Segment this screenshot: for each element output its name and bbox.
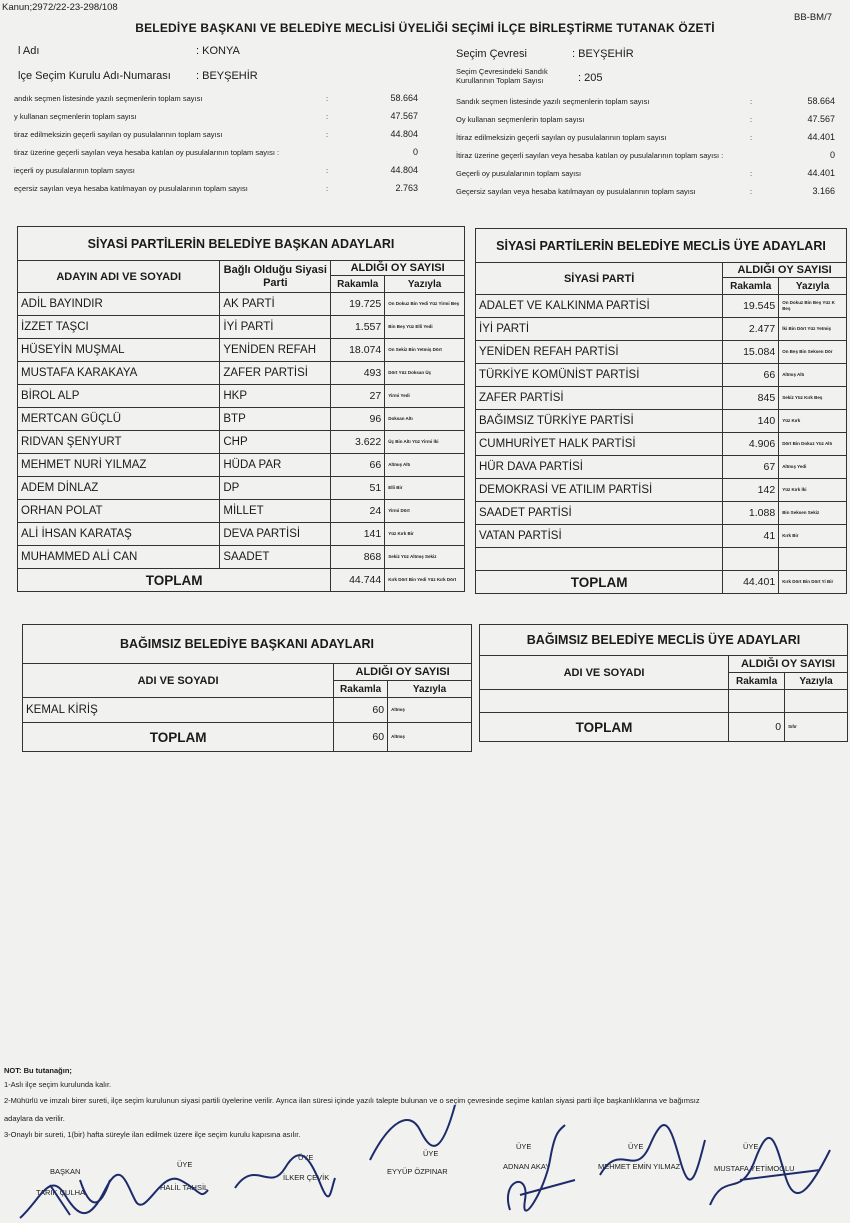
col-candidate-name: ADAYIN ADI VE SOYADI (18, 261, 220, 293)
table-row (476, 318, 847, 341)
stat-row (456, 147, 835, 165)
stat-row: y kullanan seçmenlerin toplam sayısı : 47.567 (14, 111, 418, 121)
footer-note-title: NOT: Bu tutanağın; (4, 1066, 72, 1075)
signature-uye-3 (360, 1100, 460, 1170)
table-row (476, 433, 847, 456)
total-words: Altmış (388, 723, 472, 752)
independent-mayor-title: BAĞIMSIZ BELEDİYE BAŞKANI ADAYLARI (23, 625, 472, 664)
independent-council-title: BAĞIMSIZ BELEDİYE MECLİS ÜYE ADAYLARI (480, 625, 848, 656)
candidate-name: ORHAN POLAT (18, 500, 220, 523)
total-row (23, 723, 472, 752)
vote-number: 67 (723, 456, 779, 479)
vote-words: Sekiz Yüz Altmış Sekiz (385, 546, 465, 569)
candidate-name: BİROL ALP (18, 385, 220, 408)
col-votes-words: Yazıyla (779, 278, 847, 295)
table-row (18, 385, 465, 408)
vote-words: Yirmi Yedi (385, 385, 465, 408)
vote-number: 66 (723, 364, 779, 387)
vote-words: Dört Bin Dokuz Yüz Altı (779, 433, 847, 456)
candidate-party: DP (220, 477, 331, 500)
stat-row: eçersiz sayılan veya hesaba katılmayan oy pusulalarının toplam sayısı : 2.763 (14, 183, 418, 193)
stat-value: 44.804 (390, 165, 418, 175)
table-row (476, 341, 847, 364)
uye-label: ÜYE (516, 1142, 532, 1151)
signature-uye-2 (230, 1148, 340, 1198)
candidate-party: HÜDA PAR (220, 454, 331, 477)
stat-value: 44.401 (807, 132, 835, 142)
vote-words: Yüz Kırk İki (779, 479, 847, 502)
vote-words: On Beş Bin Seksen Dör (779, 341, 847, 364)
col-votes-words: Yazıyla (388, 681, 472, 698)
table-row (476, 502, 847, 525)
stat-row: tiraz edilmeksizin geçerli sayılan oy pusulalarının toplam sayısı : 44.804 (14, 129, 418, 139)
footer-note-4: 3-Onaylı bir sureti, 1(bir) hafta süreyle ilan edilmek üzere ilçe seçim kurulu kapısına asılır. (4, 1130, 301, 1139)
vote-number: 18.074 (331, 339, 385, 362)
signature-uye-5 (590, 1120, 710, 1190)
stat-label: tiraz üzerine geçerli sayılan veya hesaba katılan oy pusulalarının toplam sayısı : (14, 148, 280, 157)
stat-label: eçersiz sayılan veya hesaba katılmayan oy pusulalarının toplam sayısı (14, 184, 248, 193)
vote-number: 2.477 (723, 318, 779, 341)
table-row (476, 364, 847, 387)
vote-number: 1.557 (331, 316, 385, 339)
signature-uye-6 (700, 1130, 840, 1210)
stat-row (14, 144, 418, 162)
table-row (23, 698, 472, 723)
candidate-party: İYİ PARTİ (220, 316, 331, 339)
total-words: Kırk Dört Bin Dört Yi Bir (779, 571, 847, 594)
table-row (476, 525, 847, 548)
col-votes: ALDIĞI OY SAYISI (729, 656, 848, 673)
vote-words: Yirmi Dört (385, 500, 465, 523)
candidate-name: MUSTAFA KARAKAYA (18, 362, 220, 385)
party-name: ZAFER PARTİSİ (476, 387, 723, 410)
party-name: TÜRKİYE KOMÜNİST PARTİSİ (476, 364, 723, 387)
table-row (476, 456, 847, 479)
cevre-value: : BEYŞEHİR (572, 48, 634, 60)
stat-row: ieçerli oy pusulalarının toplam sayısı : 44.804 (14, 165, 418, 175)
law-reference: Kanun;2972/22-23-298/108 (2, 2, 118, 13)
table-row (18, 339, 465, 362)
stat-value: 3.166 (812, 186, 835, 196)
stat-row: Geçersiz sayılan veya hesaba katılmayan oy pusulalarının toplam sayısı : 3.166 (456, 186, 835, 196)
stat-row: andık seçmen listesinde yazılı seçmenlerin toplam sayısı : 58.664 (14, 93, 418, 103)
vote-words: Dört Yüz Doksan Üç (385, 362, 465, 385)
total-label: TOPLAM (18, 569, 331, 592)
stat-label: y kullanan seçmenlerin toplam sayısı (14, 112, 137, 121)
candidate-party: BTP (220, 408, 331, 431)
col-candidate-name: ADI VE SOYADI (23, 664, 334, 698)
uye-name-5: MEHMET EMİN YILMAZ (598, 1162, 681, 1171)
total-number: 60 (334, 723, 388, 752)
sandik-value: : 205 (578, 72, 603, 84)
ilce-label: lçe Seçim Kurulu Adı-Numarası (18, 70, 171, 82)
vote-number: 845 (723, 387, 779, 410)
candidate-name: MUHAMMED ALİ CAN (18, 546, 220, 569)
stat-row: Oy kullanan seçmenlerin toplam sayısı : 47.567 (456, 114, 835, 124)
vote-words: On Dokuz Bin Yedi Yüz Yirmi Beş (385, 293, 465, 316)
mayor-table-title: SİYASİ PARTİLERİN BELEDİYE BAŞKAN ADAYLARI (18, 227, 465, 261)
vote-number: 3.622 (331, 431, 385, 454)
vote-number: 60 (334, 698, 388, 723)
table-row (18, 316, 465, 339)
total-label: TOPLAM (476, 571, 723, 594)
stat-value: 2.763 (395, 183, 418, 193)
vote-number: 19.725 (331, 293, 385, 316)
vote-number: 4.906 (723, 433, 779, 456)
vote-number: 19.545 (723, 295, 779, 318)
vote-number: 142 (723, 479, 779, 502)
table-row (18, 362, 465, 385)
council-table-title: SİYASİ PARTİLERİN BELEDİYE MECLİS ÜYE ADAYLARI (476, 229, 847, 263)
sandik-label: Seçim Çevresindeki Sandık Kurullarının Toplam Sayısı (456, 67, 548, 85)
party-name: ADALET VE KALKINMA PARTİSİ (476, 295, 723, 318)
col-votes-words: Yazıyla (385, 276, 465, 293)
vote-number: 41 (723, 525, 779, 548)
vote-number: 141 (331, 523, 385, 546)
stat-label: tiraz edilmeksizin geçerli sayılan oy pusulalarının toplam sayısı (14, 130, 223, 139)
total-words: Sıfır (785, 713, 848, 742)
footer-note-3: adaylara da verilir. (4, 1114, 65, 1123)
candidate-party: YENİDEN REFAH (220, 339, 331, 362)
party-name: SAADET PARTİSİ (476, 502, 723, 525)
uye-label: ÜYE (423, 1149, 439, 1158)
vote-number: 493 (331, 362, 385, 385)
vote-words: Üç Bin Altı Yüz Yirmi İki (385, 431, 465, 454)
footer-note-1: 1-Aslı ilçe seçim kurulunda kalır. (4, 1080, 112, 1089)
candidate-name: MEHMET NURİ YILMAZ (18, 454, 220, 477)
col-votes-num: Rakamla (334, 681, 388, 698)
stat-row: İtiraz edilmeksizin geçerli sayılan oy pusulalarının toplam sayısı : 44.401 (456, 132, 835, 142)
uye-label: ÜYE (298, 1153, 314, 1162)
stats-left (14, 90, 418, 198)
vote-number: 96 (331, 408, 385, 431)
uye-name-2: İLKER ÇEVİK (283, 1173, 330, 1182)
party-name: BAĞIMSIZ TÜRKİYE PARTİSİ (476, 410, 723, 433)
vote-number: 51 (331, 477, 385, 500)
vote-words: Yüz Kırk Bir (385, 523, 465, 546)
uye-name-1: HALİL TAHSİL (160, 1183, 209, 1192)
stat-label: İtiraz edilmeksizin geçerli sayılan oy pusulalarının toplam sayısı (456, 133, 667, 142)
party-name: YENİDEN REFAH PARTİSİ (476, 341, 723, 364)
vote-words: Bin Beş Yüz Elli Yedi (385, 316, 465, 339)
vote-number: 15.084 (723, 341, 779, 364)
total-number: 0 (729, 713, 785, 742)
candidate-name: MERTCAN GÜÇLÜ (18, 408, 220, 431)
vote-number: 66 (331, 454, 385, 477)
uye-name-4: ADNAN AKAY (503, 1162, 551, 1171)
table-row (18, 523, 465, 546)
col-votes-num: Rakamla (723, 278, 779, 295)
il-value: : KONYA (196, 45, 240, 57)
table-row (18, 293, 465, 316)
table-row (480, 690, 848, 713)
table-row (476, 548, 847, 571)
signature-baskan (10, 1140, 210, 1223)
total-label: TOPLAM (480, 713, 729, 742)
party-name: İYİ PARTİ (476, 318, 723, 341)
candidate-name: HÜSEYİN MUŞMAL (18, 339, 220, 362)
vote-number: 140 (723, 410, 779, 433)
stat-row: Sandık seçmen listesinde yazılı seçmenlerin toplam sayısı : 58.664 (456, 96, 835, 106)
stat-value: 44.401 (807, 168, 835, 178)
total-row (18, 569, 465, 592)
total-number: 44.401 (723, 571, 779, 594)
party-name: HÜR DAVA PARTİSİ (476, 456, 723, 479)
cevre-label: Seçim Çevresi (456, 48, 527, 60)
vote-words: Yüz Kırk (779, 410, 847, 433)
col-votes: ALDIĞI OY SAYISI (331, 261, 465, 276)
vote-words: Bin Seksen Sekiz (779, 502, 847, 525)
uye-label: ÜYE (743, 1142, 759, 1151)
candidate-party: HKP (220, 385, 331, 408)
total-number: 44.744 (331, 569, 385, 592)
vote-words: İki Bin Dört Yüz Yetmiş (779, 318, 847, 341)
vote-words: Altmış (388, 698, 472, 723)
table-row (476, 479, 847, 502)
vote-words: On Dokuz Bin Beş Yüz K Beş (779, 295, 847, 318)
stat-value: 58.664 (390, 93, 418, 103)
uye-name-3: EYYÜP ÖZPINAR (387, 1167, 448, 1176)
col-votes: ALDIĞI OY SAYISI (334, 664, 472, 681)
stat-label: Oy kullanan seçmenlerin toplam sayısı (456, 115, 585, 124)
candidate-name: ALİ İHSAN KARATAŞ (18, 523, 220, 546)
uye-label: ÜYE (177, 1160, 193, 1169)
ilce-value: : BEYŞEHİR (196, 70, 258, 82)
baskan-label: BAŞKAN (50, 1167, 81, 1176)
total-words: Kırk Dört Bin Yedi Yüz Kırk Dört (385, 569, 465, 592)
stat-label: Sandık seçmen listesinde yazılı seçmenlerin toplam sayısı (456, 97, 650, 106)
stat-label: andık seçmen listesinde yazılı seçmenlerin toplam sayısı (14, 94, 203, 103)
table-row (18, 546, 465, 569)
table-row (18, 408, 465, 431)
total-label: TOPLAM (23, 723, 334, 752)
vote-words: Elli Bir (385, 477, 465, 500)
party-name: DEMOKRASİ VE ATILIM PARTİSİ (476, 479, 723, 502)
table-row (476, 387, 847, 410)
col-party: Bağlı Olduğu Siyasi Parti (220, 261, 331, 293)
form-code: BB-BM/7 (793, 12, 832, 23)
candidate-name: ADİL BAYINDIR (18, 293, 220, 316)
candidate-name: RIDVAN ŞENYURT (18, 431, 220, 454)
candidate-party: ZAFER PARTİSİ (220, 362, 331, 385)
table-row (18, 454, 465, 477)
total-row (480, 713, 848, 742)
stat-value: 58.664 (807, 96, 835, 106)
footer-note-2: 2-Mühürlü ve imzalı birer sureti, ilçe seçim kurulunun siyasi partili üyelerine verilir. Ayrıca ilan süresi içinde yazılı talepte bulunan ve o seçim çevresinde seçime katılan siyasi parti ilçe başkanlıklarına ve bağımsız (4, 1096, 700, 1105)
candidate-party: DEVA PARTİSİ (220, 523, 331, 546)
vote-words: Doksan Altı (385, 408, 465, 431)
vote-words: Altmış Yedi (779, 456, 847, 479)
page-title: BELEDİYE BAŞKANI VE BELEDİYE MECLİSİ ÜYELİĞİ SEÇİMİ İLÇE BİRLEŞTİRME TUTANAK ÖZETİ (135, 21, 715, 35)
candidate-name: ADEM DİNLAZ (18, 477, 220, 500)
vote-words: Altmış Altı (779, 364, 847, 387)
stats-right (456, 93, 835, 201)
stat-value: 44.804 (390, 129, 418, 139)
table-row (18, 500, 465, 523)
party-name: CUMHURİYET HALK PARTİSİ (476, 433, 723, 456)
col-votes-words: Yazıyla (785, 673, 848, 690)
vote-number: 1.088 (723, 502, 779, 525)
col-party: SİYASİ PARTİ (476, 263, 723, 295)
vote-number: 27 (331, 385, 385, 408)
stat-label: Geçersiz sayılan veya hesaba katılmayan oy pusulalarının toplam sayısı (456, 187, 696, 196)
candidate-party: MİLLET (220, 500, 331, 523)
candidate-party: AK PARTİ (220, 293, 331, 316)
total-row (476, 571, 847, 594)
col-candidate-name: ADI VE SOYADI (480, 656, 729, 690)
stat-value: 0 (829, 150, 835, 160)
independent-mayor-table (22, 624, 472, 752)
table-row (18, 477, 465, 500)
candidate-name: İZZET TAŞCI (18, 316, 220, 339)
vote-words: Altmış Altı (385, 454, 465, 477)
table-row (18, 431, 465, 454)
vote-words: On Sekiz Bin Yetmiş Dört (385, 339, 465, 362)
signature-uye-4 (490, 1120, 580, 1220)
stat-value: 47.567 (807, 114, 835, 124)
stat-label: İtiraz üzerine geçerli sayılan veya hesaba katılan oy pusulalarının toplam sayısı : (456, 151, 724, 160)
independent-council-table (479, 624, 848, 742)
candidate-party: CHP (220, 431, 331, 454)
table-row (476, 410, 847, 433)
vote-number: 24 (331, 500, 385, 523)
stat-value: 47.567 (390, 111, 418, 121)
col-votes: ALDIĞI OY SAYISI (723, 263, 847, 278)
candidate-party: SAADET (220, 546, 331, 569)
uye-label: ÜYE (628, 1142, 644, 1151)
candidate-name: KEMAL KİRİŞ (23, 698, 334, 723)
stat-label: Geçerli oy pusulalarının toplam sayısı (456, 169, 582, 178)
table-row (476, 295, 847, 318)
col-votes-num: Rakamla (729, 673, 785, 690)
vote-words: Sekiz Yüz Kırk Beş (779, 387, 847, 410)
stat-value: 0 (412, 147, 418, 157)
stat-label: ieçerli oy pusulalarının toplam sayısı (14, 166, 135, 175)
vote-number: 868 (331, 546, 385, 569)
il-label: l Adı (18, 45, 40, 57)
col-votes-num: Rakamla (331, 276, 385, 293)
stat-row: Geçerli oy pusulalarının toplam sayısı : 44.401 (456, 168, 835, 178)
vote-words: Kırk Bir (779, 525, 847, 548)
mayor-table (17, 226, 465, 592)
uye-name-6: MUSTAFA YETİMOĞLU (714, 1164, 795, 1173)
council-table (475, 228, 847, 594)
party-name: VATAN PARTİSİ (476, 525, 723, 548)
baskan-name: TARIK ÇULHA (36, 1188, 86, 1197)
